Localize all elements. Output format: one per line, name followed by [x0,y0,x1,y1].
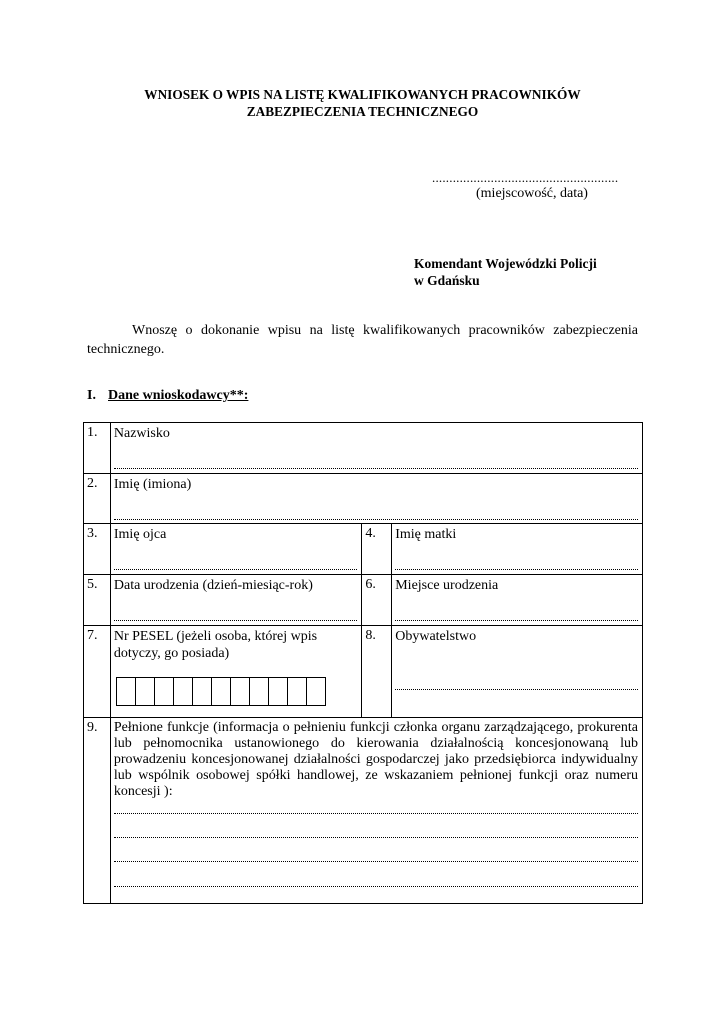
pesel-cell [110,626,362,718]
table-row [84,474,643,524]
field-number: 9. [84,718,111,904]
functions-dotted-line[interactable] [114,861,638,862]
field-number: 2. [84,474,111,524]
mother-name-label: Imię matki [395,527,457,542]
section-heading [87,388,248,404]
applicant-data-table [83,422,643,904]
birth-date-label: Data urodzenia (dzień-miesiąc-rok) [113,578,313,593]
pesel-digit-box[interactable] [211,677,231,706]
field-number: 3. [84,524,111,575]
section-title: Dane wnioskodawcy**: [108,388,249,403]
citizenship-cell[interactable] [392,626,643,718]
field-number: 1. [84,423,111,474]
table-row [84,575,643,626]
recipient-line-1: Komendant Wojewódzki Policji [414,256,597,271]
field-number: 4. [362,524,392,575]
functions-label: Pełnione funkcje (informacja o pełnieniu funkcji członka organu zarządzającego, prokurenta lub pełnomocnika ustanowionego do kierowania działalnością koncesjonowaną lub prowadzeniu koncesjonowanej działalności gospodarczej jako przedsiębiorca indywidualny lub wspólnik osobowej spółki handlowej, ze wskazaniem pełnionej funkcji oraz numeru koncesji ): [113,720,638,799]
field-number: 7. [84,626,111,718]
birth-date-cell[interactable] [110,575,362,626]
pesel-digit-box[interactable] [249,677,269,706]
pesel-digit-box[interactable] [173,677,193,706]
pesel-digit-box[interactable] [154,677,174,706]
functions-dotted-line[interactable] [114,813,638,814]
table-row [84,718,643,904]
table-row [84,626,643,718]
recipient [414,255,597,289]
title-line-2: ZABEZPIECZENIA TECHNICZNEGO [246,104,479,119]
table-row [84,524,643,575]
birth-place-dotted-line[interactable] [395,620,638,621]
first-names-dotted-line[interactable] [114,519,638,520]
pesel-digit-box[interactable] [116,677,136,706]
document-title [0,86,725,120]
mother-name-dotted-line[interactable] [395,569,638,570]
birth-place-label: Miejsce urodzenia [395,578,499,593]
father-name-dotted-line[interactable] [114,569,358,570]
birth-place-cell[interactable] [392,575,643,626]
surname-dotted-line[interactable] [114,468,638,469]
pesel-label: Nr PESEL (jeżeli osoba, której wpis dotyczy, go posiada) [113,629,318,661]
pesel-digit-box[interactable] [306,677,326,706]
pesel-digit-box[interactable] [230,677,250,706]
first-names-label: Imię (imiona) [113,477,192,492]
pesel-boxes [116,677,358,706]
intro-paragraph: Wnoszę o dokonanie wpisu na listę kwalifikowanych pracowników zabezpieczenia technicznego. [87,323,638,357]
functions-cell[interactable] [110,718,642,904]
title-line-1: WNIOSEK O WPIS NA LISTĘ KWALIFIKOWANYCH PRACOWNIKÓW [144,87,581,102]
field-number: 6. [362,575,392,626]
surname-label: Nazwisko [113,426,170,441]
functions-dotted-line[interactable] [114,886,638,887]
field-number: 5. [84,575,111,626]
first-names-cell[interactable] [110,474,642,524]
recipient-line-2: w Gdańsku [414,273,480,288]
pesel-digit-box[interactable] [268,677,288,706]
functions-dotted-line[interactable] [114,837,638,838]
citizenship-dotted-line[interactable] [395,689,638,690]
father-name-cell[interactable] [110,524,362,575]
field-number: 8. [362,626,392,718]
table-row [84,423,643,474]
citizenship-label: Obywatelstwo [395,629,477,644]
place-date-caption: (miejscowość, data) [476,186,588,201]
section-number: I. [87,388,96,403]
place-date-field[interactable]: ...................................................... [432,170,619,185]
father-name-label: Imię ojca [113,527,167,542]
pesel-digit-box[interactable] [135,677,155,706]
pesel-digit-box[interactable] [287,677,307,706]
mother-name-cell[interactable] [392,524,643,575]
birth-date-dotted-line[interactable] [114,620,358,621]
pesel-digit-box[interactable] [192,677,212,706]
surname-cell[interactable] [110,423,642,474]
